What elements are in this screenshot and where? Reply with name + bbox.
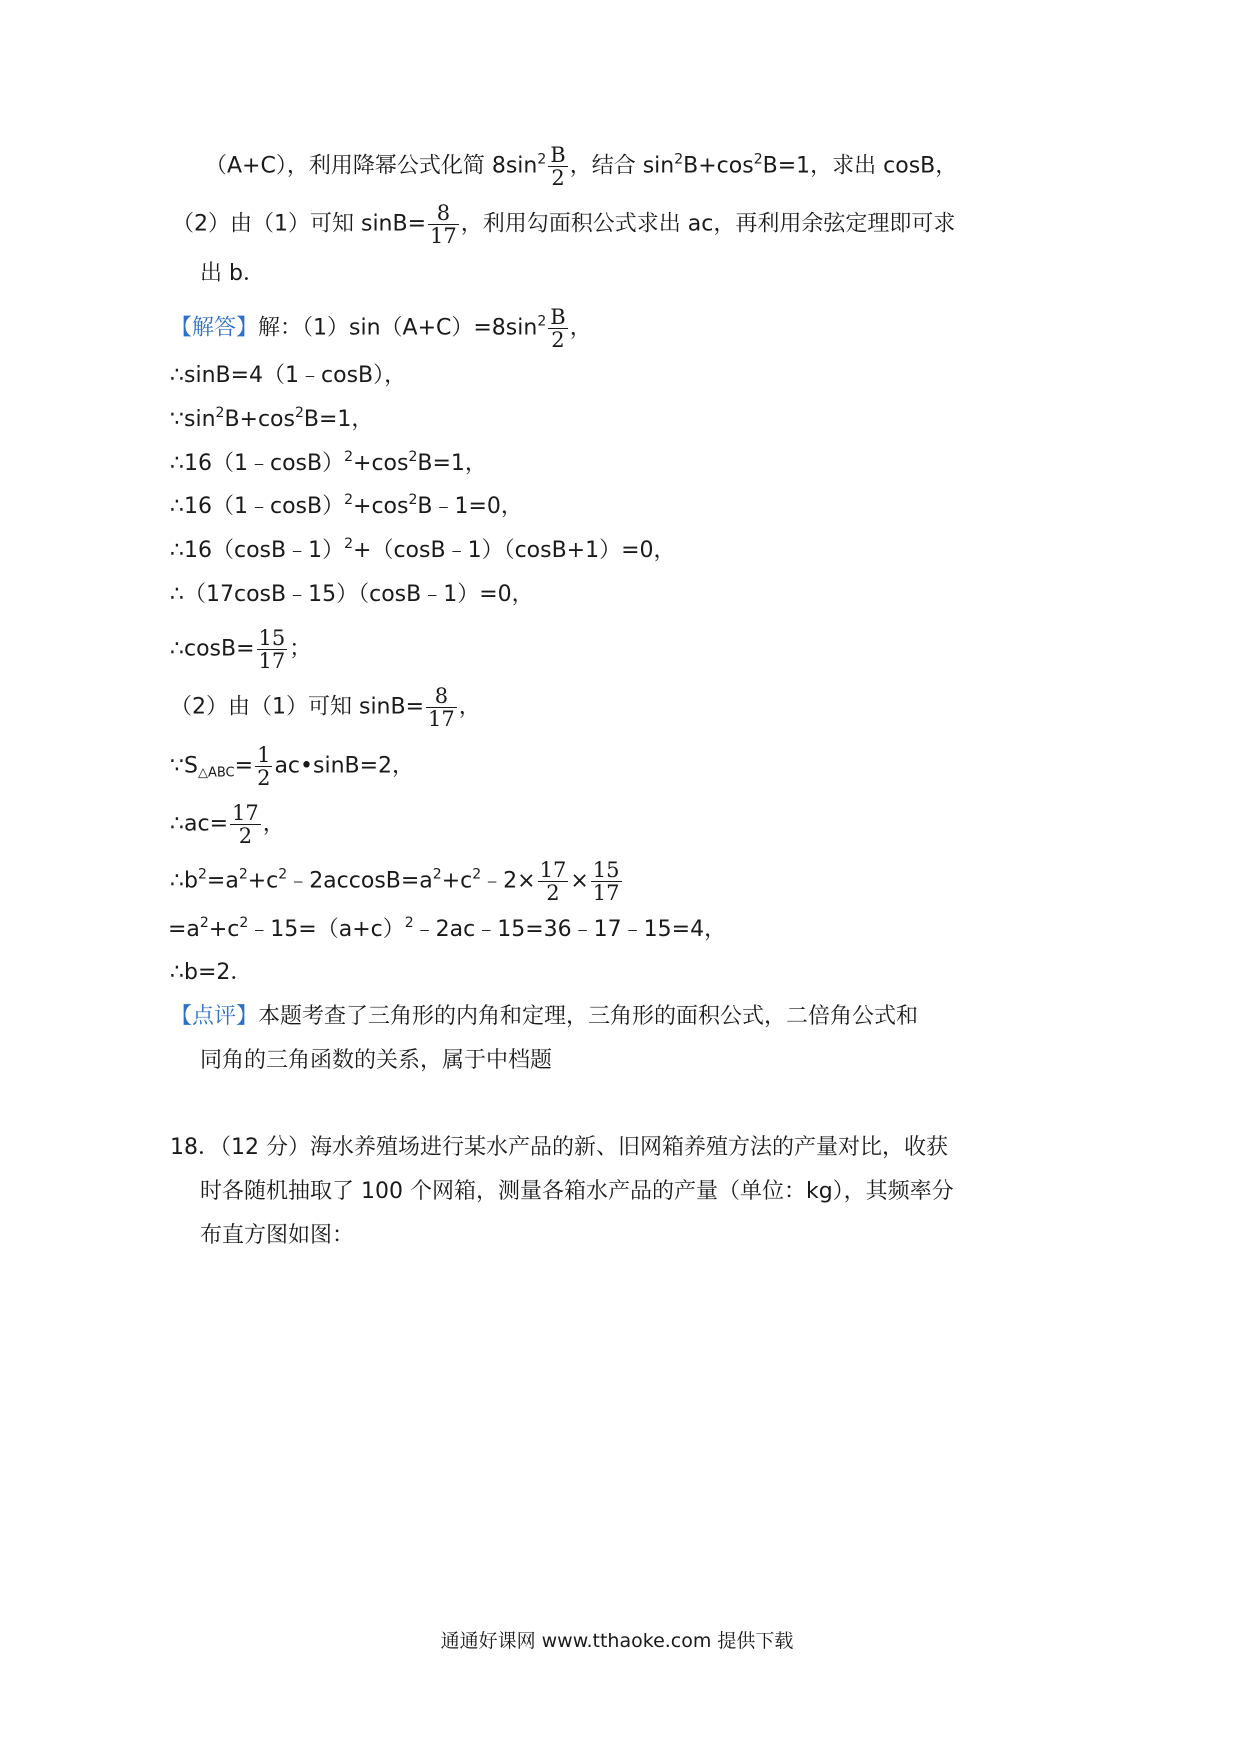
- text-line: 【解答】解：$(1)\sin(A+C)=8\sin^2$ $\frac{B}{2}$ ，: [170, 305, 592, 352]
- text-line: $\because S_{\triangle ABC}=$ $\frac{1}{2}$ ac•sinB=2，: [170, 743, 415, 790]
- question-line: 18．（12 分）海水养殖场进行某水产品的新、旧网箱养殖方法的产量对比，收获: [170, 1135, 948, 1160]
- text-line: 出 b．: [200, 261, 265, 286]
- text-line: $\therefore 16(1﹣\cos B)^2+\cos^2B﹣1=0$，: [170, 492, 523, 519]
- fraction: $\frac{B}{2}$: [550, 143, 566, 190]
- fraction: $\frac{8}{17}$: [428, 684, 455, 731]
- answer-tag: 【解答】: [170, 315, 259, 341]
- question-line: 时各随机抽取了 100 个网箱，测量各箱水产品的产量（单位：kg），其频率分: [200, 1179, 954, 1204]
- text-line: ∴cosB= $\frac{15}{17}$ ；: [170, 626, 312, 673]
- text-line: 同角的三角函数的关系，属于中档题: [200, 1048, 553, 1073]
- text-line: ∴16（cosB﹣1）$^2$+（cosB﹣1）（cosB+1）=0，: [170, 536, 676, 563]
- fraction: $\frac{17}{2}$: [539, 858, 567, 905]
- page-footer: 通通好课网 www.tthaoke.com 提供下载: [440, 1630, 794, 1652]
- text-line: ∴（17cosB﹣15）（cosB﹣1）=0，: [170, 582, 534, 607]
- text-line: $\because\sin^2B+\cos^2B=1$，: [170, 405, 374, 432]
- fraction: $\frac{8}{17}$: [430, 201, 457, 248]
- text-line: ∴ac= $\frac{17}{2}$ ，: [170, 801, 285, 848]
- text-line: $\therefore 16(1﹣\cos B)^2+\cos^2B=1$，: [170, 449, 487, 476]
- fraction: $\frac{1}{2}$: [257, 743, 271, 790]
- comment-tag: 【点评】: [170, 1004, 259, 1029]
- text-line: ∴b=2．: [170, 960, 253, 985]
- fraction: $\frac{15}{17}$: [258, 626, 286, 673]
- text-line: （A+C），利用降幂公式化简 $8\sin^2$ $\frac{B}{2}$ ，结合 $\sin^2B+\cos^2B=1$，求出 cosB，: [205, 143, 958, 190]
- fraction: $\frac{15}{17}$: [592, 858, 620, 905]
- text-line: （2）由（1）可知 sinB= $\frac{8}{17}$ ，: [170, 684, 481, 731]
- text-line: ∴sinB=4（1﹣cosB），: [170, 363, 407, 388]
- text-line: $\therefore b^2=a^2+c^2﹣2accosB=a^2+c^2﹣2\times$ $\frac{17}{2}$ × $\frac{15}{17}$: [170, 858, 620, 905]
- fraction: $\frac{17}{2}$: [232, 801, 259, 848]
- fraction: $\frac{B}{2}$: [550, 305, 566, 352]
- text-line: 【点评】本题考查了三角形的内角和定理，三角形的面积公式，二倍角公式和: [170, 1004, 919, 1029]
- text-line: （2）由（1）可知 sinB= $\frac{8}{17}$ ，利用勾面积公式求出 ac，再利用余弦定理即可求: [172, 201, 956, 248]
- text-line: $=a^2+c^2﹣15=(a+c)^2﹣2ac﹣15=36﹣17﹣15=4$，: [168, 915, 727, 942]
- question-line: 布直方图如图：: [200, 1223, 355, 1248]
